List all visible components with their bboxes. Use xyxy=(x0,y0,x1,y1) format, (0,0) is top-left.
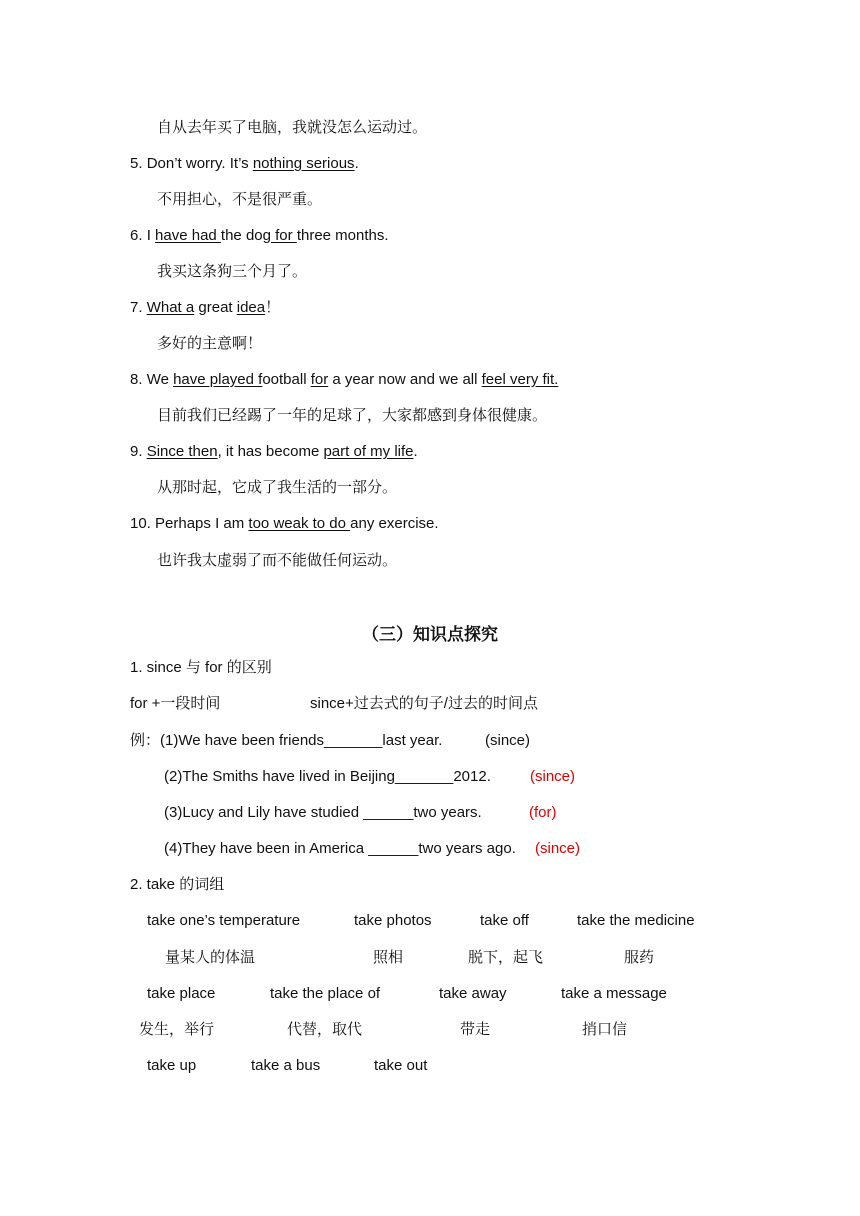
text: the dog xyxy=(220,227,271,244)
example-1 xyxy=(130,731,442,751)
underlined-phrase: What a xyxy=(146,299,195,316)
phrase: take out xyxy=(374,1057,428,1074)
num: 6. xyxy=(130,227,147,244)
text: . xyxy=(354,155,359,172)
s6-translation: 我买这条狗三个月了。 xyxy=(157,262,308,280)
underlined-phrase: have had xyxy=(155,227,221,244)
example-2-answer: (since) xyxy=(530,768,576,785)
for-rule: for +一段时间 xyxy=(130,695,221,712)
example-1-answer: (since) xyxy=(485,732,531,749)
phrase-meaning: 发生，举行 xyxy=(139,1020,215,1038)
phrase: take the place of xyxy=(270,985,381,1002)
sentence-8 xyxy=(130,370,558,390)
phrase-meaning: 服药 xyxy=(624,948,655,966)
point1-title: 1. since 与 for 的区别 xyxy=(130,659,272,676)
num: 5. xyxy=(130,155,147,172)
text: ！ xyxy=(265,299,281,316)
phrase-meaning: 量某人的体温 xyxy=(165,948,256,966)
text: I xyxy=(146,227,156,244)
sentence-7 xyxy=(130,298,280,318)
example-label: 例： xyxy=(130,732,161,749)
num: 7. xyxy=(130,299,147,316)
num: 10. xyxy=(130,515,156,532)
s9-translation: 从那时起，它成了我生活的一部分。 xyxy=(157,478,398,496)
phrase-meaning: 照相 xyxy=(373,948,404,966)
underlined-phrase: for xyxy=(310,371,329,388)
s8-translation: 目前我们已经踢了一年的足球了，大家都感到身体很健康。 xyxy=(157,406,548,424)
text: Perhaps I am xyxy=(155,515,249,532)
example-2: (2)The Smiths have lived in Beijing_______2012. xyxy=(164,768,491,785)
phrase: take the medicine xyxy=(577,912,695,929)
s7-translation: 多好的主意啊！ xyxy=(157,334,263,352)
s10-translation: 也许我太虚弱了而不能做任何运动。 xyxy=(157,551,398,569)
phrase: take up xyxy=(147,1057,197,1074)
phrase: take one’s temperature xyxy=(147,912,301,929)
sentence-9 xyxy=(130,442,418,462)
phrase: take photos xyxy=(354,912,432,929)
text: ootball xyxy=(262,371,311,388)
section-title: （三）知识点探究 xyxy=(362,625,498,645)
underlined-phrase: feel very fit. xyxy=(481,371,559,388)
text: great xyxy=(194,299,237,316)
text: any exercise. xyxy=(350,515,439,532)
underlined-phrase: idea xyxy=(236,299,266,316)
underlined-phrase: for xyxy=(270,227,297,244)
text: . xyxy=(413,443,418,460)
example-4: (4)They have been in America ______two years ago. xyxy=(164,840,516,857)
num: 8. xyxy=(130,371,147,388)
sentence-6 xyxy=(130,226,389,246)
phrase: take place xyxy=(147,985,216,1002)
s5-translation: 不用担心，不是很严重。 xyxy=(157,190,323,208)
phrase-meaning: 代替，取代 xyxy=(287,1020,363,1038)
text: Don’t worry. It’s xyxy=(146,155,253,172)
underlined-phrase: nothing serious xyxy=(252,155,355,172)
example-3-answer: (for) xyxy=(529,804,557,821)
text: We xyxy=(146,371,174,388)
underlined-phrase: part of my life xyxy=(323,443,414,460)
underlined-phrase: Since then xyxy=(146,443,218,460)
text: a year now and we all xyxy=(328,371,482,388)
phrase-meaning: 捎口信 xyxy=(582,1020,628,1038)
since-rule: since+过去式的句子/过去的时间点 xyxy=(310,695,538,712)
text: , it has become xyxy=(217,443,324,460)
phrase: take a message xyxy=(561,985,667,1002)
phrase: take a bus xyxy=(251,1057,321,1074)
phrase: take away xyxy=(439,985,507,1002)
point2-title: 2. take 的词组 xyxy=(130,876,225,893)
example-text: (1)We have been friends_______last year. xyxy=(160,732,443,749)
phrase-meaning: 带走 xyxy=(460,1020,491,1038)
underlined-phrase: have played f xyxy=(173,371,263,388)
example-4-answer: (since) xyxy=(535,840,581,857)
text: three months. xyxy=(296,227,389,244)
s4-translation: 自从去年买了电脑，我就没怎么运动过。 xyxy=(157,118,428,136)
underlined-phrase: too weak to do xyxy=(248,515,351,532)
num: 9. xyxy=(130,443,147,460)
sentence-5 xyxy=(130,154,359,174)
sentence-10 xyxy=(130,514,439,534)
phrase-meaning: 脱下，起飞 xyxy=(468,948,544,966)
example-3: (3)Lucy and Lily have studied ______two years. xyxy=(164,804,482,821)
phrase: take off xyxy=(480,912,529,929)
